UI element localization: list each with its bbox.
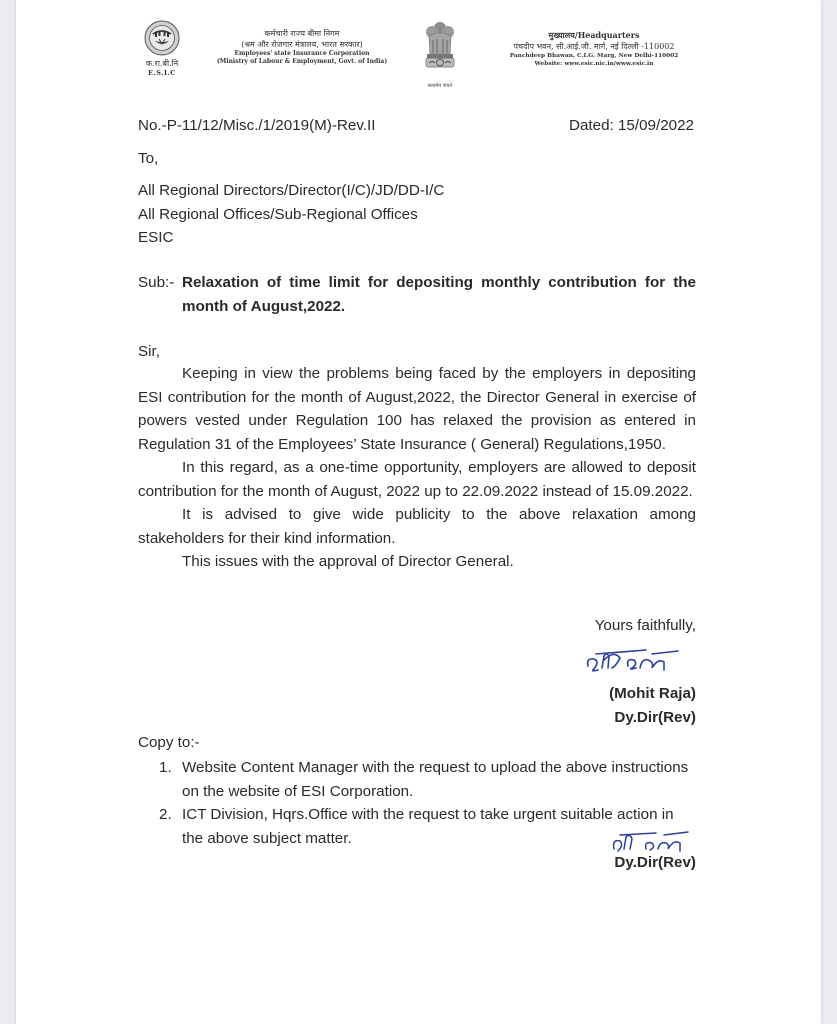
copy-to-label: Copy to:- <box>138 734 200 751</box>
esic-english-abbr: E.S.I.C <box>148 69 176 77</box>
addressee-line: All Regional Directors/Director(I/C)/JD/DD-I/C <box>138 182 445 199</box>
closing: Yours faithfully, <box>594 617 696 634</box>
letter-page <box>16 0 821 1024</box>
body-paragraph: This issues with the approval of Director General. <box>182 553 514 570</box>
organisation-name-block <box>202 28 402 66</box>
to-label: To, <box>138 150 159 167</box>
subject-text: Relaxation of time limit for depositing monthly contribution for the month of August,2022. <box>182 274 696 315</box>
letter-body <box>138 362 696 574</box>
signatory-designation-2: Dy.Dir(Rev) <box>614 854 696 871</box>
list-item-text: ICT Division, Hqrs.Office with the request to take urgent suitable action in the above subject matter. <box>182 806 674 847</box>
list-item-number: 2. <box>159 806 172 823</box>
hq-title: मुख्यालय/Headquarters <box>548 30 640 40</box>
hq-hindi-address: पंचदीप भवन, सी.आई.जी. मार्ग, नई दिल्ली -110002 <box>513 42 675 51</box>
national-emblem-icon <box>423 20 457 78</box>
list-item <box>138 756 698 803</box>
reference-number: No.-P-11/12/Misc./1/2019(M)-Rev.II <box>138 117 376 134</box>
esic-logo <box>140 20 184 77</box>
signatory-block <box>609 682 696 729</box>
body-paragraph: In this regard, as a one-time opportunity, employers are allowed to deposit contribution for the month of August, 2022 up to 22.09.2022 instead of 15.09.2022. <box>138 459 696 500</box>
letter-date: Dated: 15/09/2022 <box>569 117 694 134</box>
signatory-name: (Mohit Raja) <box>609 685 696 702</box>
list-item-text: Website Content Manager with the request to upload the above instructions on the website of ESI Corporation. <box>182 759 689 800</box>
org-english-name: Employees' state Insurance Corporation <box>234 50 370 57</box>
addressee-line: ESIC <box>138 229 174 246</box>
list-item-number: 1. <box>159 759 172 776</box>
addressee-line: All Regional Offices/Sub-Regional Offices <box>138 205 418 223</box>
signatory-designation: Dy.Dir(Rev) <box>614 708 696 726</box>
subject-label: Sub:- <box>138 274 175 291</box>
signature <box>582 644 682 683</box>
salutation: Sir, <box>138 343 160 360</box>
org-hindi-name: कर्मचारी राज्य बीमा निगम <box>264 29 340 38</box>
subject-line <box>138 271 696 318</box>
esic-emblem-icon <box>144 20 180 56</box>
org-english-ministry: (Ministry of Labour & Employment, Govt. of India) <box>216 58 388 65</box>
org-hindi-ministry: (श्रम और रोजगार मंत्रालय, भारत सरकार) <box>241 40 363 49</box>
addressee-list <box>138 179 444 250</box>
emblem-motto: सत्यमेव जयते <box>427 83 453 89</box>
handwritten-signature-icon <box>582 644 682 678</box>
esic-hindi-abbr: क.रा.बी.नि <box>145 59 179 68</box>
body-paragraph: Keeping in view the problems being faced by the employers in depositing ESI contribution for the month of August,2022, the Director General in exercise of powers vested under Regulation 100 has relaxed the provision as entered in Regulation 31 of the Employees’ State Insurance ( General) Regulations,1950. <box>138 365 696 453</box>
body-paragraph: It is advised to give wide publicity to the above relaxation among stakeholders for their kind information. <box>138 506 696 547</box>
hq-english-address: Panchdeep Bhawan, C.I.G. Marg, New Delhi-110002 <box>509 53 679 59</box>
hq-website: Website: www.esic.nic.in/www.esic.in <box>534 61 654 67</box>
headquarters-block <box>492 30 696 68</box>
national-emblem <box>416 20 464 89</box>
